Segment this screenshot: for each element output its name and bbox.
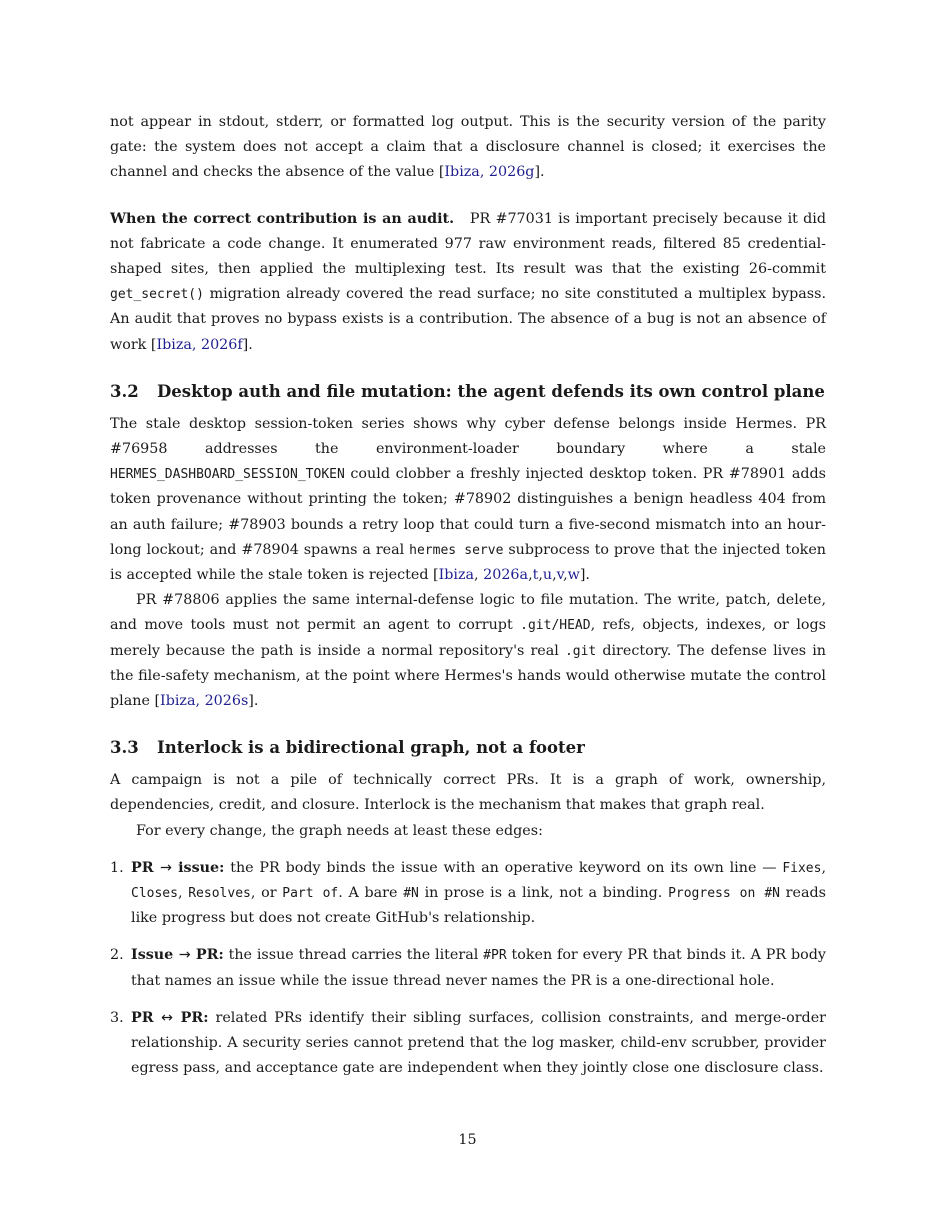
text-run: ]. <box>534 164 545 181</box>
text-run: reads like progress but does not create GitHub's relationship. <box>131 885 826 927</box>
text-run: PR #78806 applies the same internal-defense logic to file mutation. The write, patch, delete, and move tools must not permit an agent to corrupt <box>110 592 826 634</box>
citation-link[interactable]: v <box>556 567 564 584</box>
section-heading-3-2 <box>110 380 826 404</box>
text-run: , or <box>250 885 283 902</box>
text-run: PR #77031 is important precisely because it did not fabricate a code change. It enumerated 977 raw environment reads, filtered 85 credential-shaped sites, then applied the multiplexing test. Its result was that the existing 26-commit <box>110 210 827 278</box>
citation-link[interactable]: t <box>532 567 539 584</box>
right-arrow-icon: → <box>159 859 172 876</box>
inline-code: #PR <box>483 948 507 964</box>
text-run: , <box>474 567 484 584</box>
list-marker: 2. <box>110 947 124 964</box>
text-run: ]. <box>242 336 253 353</box>
inline-code: Closes <box>131 886 178 902</box>
text-run: Issue <box>131 947 174 964</box>
citation-link[interactable]: Ibiza, 2026g <box>444 164 535 181</box>
text-run: The stale desktop session-token series shows why cyber defense belongs inside Hermes. PR #76958 addresses the environment-loader boundary where a stale <box>110 415 826 458</box>
section-3-3-paragraph-2: For every change, the graph needs at least these edges: <box>136 822 543 839</box>
section-title: Interlock is a bidirectional graph, not a footer <box>157 738 585 758</box>
section-number: 3.2 <box>110 381 139 401</box>
section-3-3-paragraph-1: A campaign is not a pile of technically correct PRs. It is a graph of work, ownership, dependencies, credit, and closure. Interlock is the mechanism that makes that graph real. <box>110 772 826 814</box>
inline-code: Resolves <box>188 886 251 902</box>
intro-paragraph <box>110 110 826 186</box>
audit-paragraph <box>110 207 826 358</box>
section-number: 3.3 <box>110 738 139 758</box>
citation-separator: , <box>563 567 568 584</box>
text-run: , <box>821 859 826 876</box>
citation-link[interactable]: Ibiza <box>438 567 475 584</box>
list-item <box>110 1006 826 1082</box>
inline-code: hermes serve <box>409 542 504 558</box>
text-run: PR <box>131 859 154 876</box>
list-marker: 3. <box>110 1009 124 1026</box>
citation-link[interactable]: u <box>542 567 553 584</box>
text-run: migration already covered the read surface; no site constituted a multiplex bypass. An audit that proves no bypass exists is a contribution. The absence of a bug is not an absence of work [ <box>110 286 826 353</box>
list-marker: 1. <box>110 859 124 876</box>
inline-code: Progress on #N <box>668 886 780 902</box>
paragraph-lead: When the correct contribution is an audit. <box>110 210 455 227</box>
item-lead <box>131 860 224 876</box>
citation-separator: , <box>552 567 557 584</box>
item-lead <box>131 1010 208 1026</box>
paper-page-body <box>110 110 826 1082</box>
text-run: could clobber a freshly injected desktop token. PR #78901 adds token provenance without printing the token; #78902 distinguishes a benign headless 404 from an auth failure; #78903 bounds a retry loop that could turn a five-second mismatch into an hour-long lockout; and #78904 spawns a real <box>110 466 826 558</box>
text-run: subprocess to prove that the injected token is accepted while the stale token is rejected [ <box>110 541 827 584</box>
inline-code: .git/HEAD <box>520 618 591 634</box>
right-arrow-icon: → <box>178 947 191 964</box>
citation-link[interactable]: Ibiza, 2026s <box>160 693 249 710</box>
inline-code: Fixes <box>782 860 822 876</box>
page-number: 15 <box>458 1132 477 1148</box>
text-run: not appear in stdout, stderr, or formatted log output. This is the security version of the parity gate: the system does not accept a claim that a disclosure channel is closed; it exercises the channel and checks the absence of the value [ <box>110 114 826 181</box>
list-item <box>110 856 826 932</box>
text-run: PR <box>131 1009 154 1026</box>
text-run: PR: <box>195 947 224 964</box>
section-3-2-paragraph-2 <box>110 588 826 714</box>
section-heading-3-3 <box>110 736 826 760</box>
citation-link[interactable]: 2026a <box>483 567 529 584</box>
text-run: in prose is a link, not a binding. <box>418 885 669 902</box>
citation-separator: , <box>528 567 533 584</box>
item-lead <box>131 947 224 963</box>
citation-separator: , <box>538 567 543 584</box>
inline-code: get_secret() <box>110 287 204 303</box>
text-run: issue: <box>178 859 225 876</box>
list-item <box>110 943 826 993</box>
section-title: Desktop auth and file mutation: the agent defends its own control plane <box>157 381 825 401</box>
text-run: , refs, objects, indexes, or logs merely because the path is inside a normal repository's real <box>110 617 826 659</box>
citation-link[interactable]: Ibiza, 2026f <box>156 336 243 353</box>
text-run: the issue thread carries the literal <box>223 947 484 964</box>
text-run: ]. <box>579 567 590 584</box>
text-run: token for every PR that binds it. A PR body that names an issue while the issue thread never names the PR is a one-directional hole. <box>131 947 826 989</box>
text-run: PR: <box>180 1009 209 1026</box>
text-run: related PRs identify their sibling surfaces, collision constraints, and merge-order relationship. A security series cannot pretend that the log masker, child-env scrubber, provider egress pass, and acceptance gate are independent when they jointly close one disclosure class. <box>131 1009 826 1077</box>
text-run: the PR body binds the issue with an operative keyword on its own line — <box>224 859 783 876</box>
text-run: ]. <box>248 693 259 710</box>
inline-code: .git <box>564 643 597 659</box>
section-3-2-paragraph-1 <box>110 412 826 588</box>
citation-link[interactable]: w <box>567 567 580 584</box>
edge-list <box>110 856 826 1082</box>
inline-code: #N <box>403 886 419 902</box>
left-right-arrow-icon: ↔ <box>161 1009 174 1026</box>
text-run: directory. The defense lives in the file-safety mechanism, at the point where Hermes's hands would otherwise mutate the control plane [ <box>110 642 826 710</box>
inline-code: HERMES_DASHBOARD_SESSION_TOKEN <box>110 467 345 483</box>
inline-code: Part of <box>282 886 339 902</box>
text-run: , <box>177 885 189 902</box>
text-run: . A bare <box>338 885 404 902</box>
